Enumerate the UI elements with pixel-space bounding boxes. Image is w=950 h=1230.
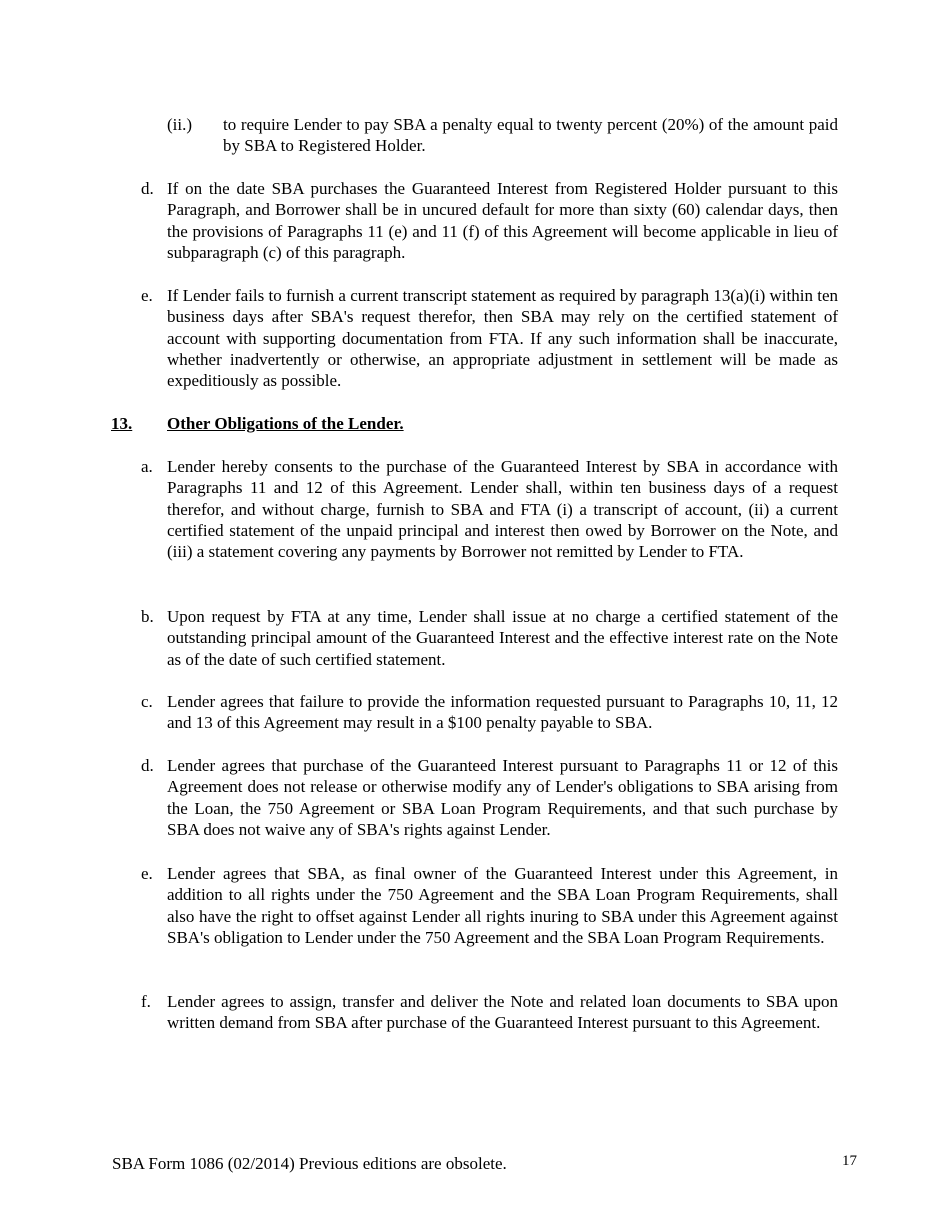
section-number: 13. bbox=[111, 414, 133, 433]
section-title: Other Obligations of the Lender. bbox=[167, 414, 404, 433]
paragraph-12e: If Lender fails to furnish a current transcript statement as required by paragraph 13(a)(i) within ten business days after SBA's request therefor, then SBA may rely on the certified statement of account with supporting documentation from FTA. If any such information shall be inaccurate, whether inadvertently or otherwise, an appropriate adjustment in settlement will be made as expeditiously as possible. bbox=[167, 286, 838, 391]
paragraph-13f: Lender agrees to assign, transfer and deliver the Note and related loan documents to SBA upon written demand from SBA after purchase of the Guaranteed Interest pursuant to this Agreement. bbox=[167, 992, 838, 1033]
list-marker: b. bbox=[141, 607, 154, 626]
paragraph-12d: If on the date SBA purchases the Guaranteed Interest from Registered Holder pursuant to this Paragraph, and Borrower shall be in uncured default for more than sixty (60) calendar days, then the provisions of Paragraphs 11 (e) and 11 (f) of this Agreement will become applicable in lieu of subparagraph (c) of this paragraph. bbox=[167, 179, 838, 262]
list-marker: c. bbox=[141, 692, 153, 711]
list-marker: a. bbox=[141, 457, 153, 476]
paragraph-13a: Lender hereby consents to the purchase of the Guaranteed Interest by SBA in accordance with Paragraphs 11 and 12 of this Agreement. Lender shall, within ten business days of a request therefor, and without charge, furnish to SBA and FTA (i) a transcript of account, (ii) a current certified statement of the unpaid principal and interest then owed by Borrower on the Note, and (iii) a statement covering any payments by Borrower not remitted by Lender to FTA. bbox=[167, 457, 838, 562]
page-number: 17 bbox=[842, 1153, 857, 1169]
footer-form-text: SBA Form 1086 (02/2014) Previous editions are obsolete. bbox=[112, 1154, 507, 1173]
list-marker: d. bbox=[141, 756, 154, 775]
section-13-heading bbox=[111, 413, 404, 434]
paragraph-13b: Upon request by FTA at any time, Lender shall issue at no charge a certified statement of the outstanding principal amount of the Guaranteed Interest and the effective interest rate on the Note as of the date of such certified statement. bbox=[167, 607, 838, 669]
list-marker: (ii.) bbox=[167, 115, 193, 134]
paragraph-13c: Lender agrees that failure to provide the information requested pursuant to Paragraphs 10, 11, 12 and 13 of this Agreement may result in a $100 penalty payable to SBA. bbox=[167, 692, 838, 733]
paragraph-13d: Lender agrees that purchase of the Guaranteed Interest pursuant to Paragraphs 11 or 12 of this Agreement does not release or otherwise modify any of Lender's obligations to SBA arising from the Loan, the 750 Agreement or SBA Loan Program Requirements, and that such purchase by SBA does not waive any of SBA's rights against Lender. bbox=[167, 756, 838, 839]
list-marker: e. bbox=[141, 286, 153, 305]
paragraph-12c-ii: to require Lender to pay SBA a penalty equal to twenty percent (20%) of the amount paid by SBA to Registered Holder. bbox=[223, 115, 838, 156]
paragraph-13e: Lender agrees that SBA, as final owner of the Guaranteed Interest under this Agreement, in addition to all rights under the 750 Agreement and the SBA Loan Program Requirements, shall also have the right to offset against Lender all rights inuring to SBA under this Agreement against SBA's obligation to Lender under the 750 Agreement and the SBA Loan Program Requirements. bbox=[167, 864, 838, 947]
list-marker: e. bbox=[141, 864, 153, 883]
list-marker: f. bbox=[141, 992, 151, 1011]
list-marker: d. bbox=[141, 179, 154, 198]
